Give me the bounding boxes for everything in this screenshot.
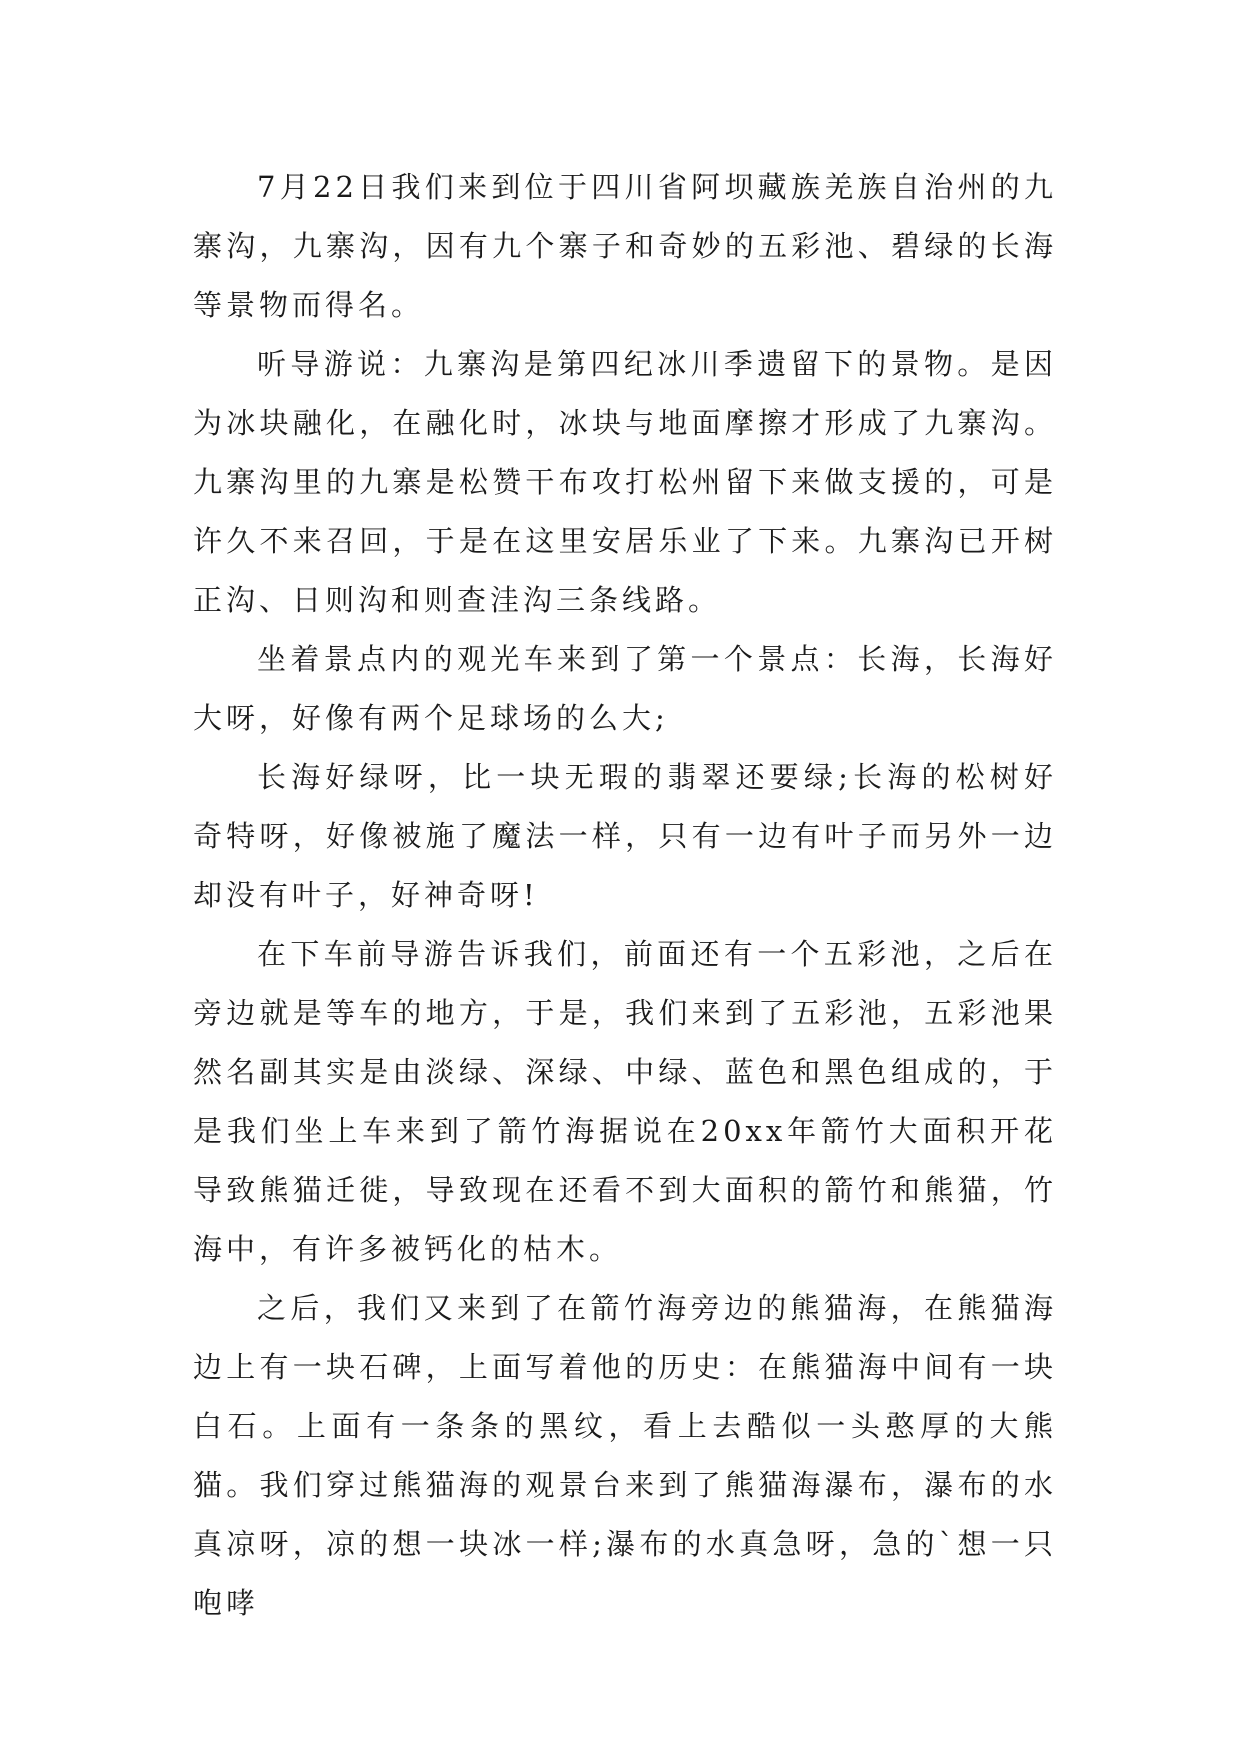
paragraph-1: 7月22日我们来到位于四川省阿坝藏族羌族自治州的九寨沟，九寨沟，因有九个寨子和奇妙的五彩池、碧绿的长海等景物而得名。 [193, 170, 1057, 322]
paragraph-4: 长海好绿呀，比一块无瑕的翡翠还要绿;长海的松树好奇特呀，好像被施了魔法一样，只有一边有叶子而另外一边却没有叶子，好神奇呀! [193, 760, 1057, 912]
paragraph-6: 之后，我们又来到了在箭竹海旁边的熊猫海，在熊猫海边上有一块石碑，上面写着他的历史：在熊猫海中间有一块白石。上面有一条条的黑纹，看上去酷似一头憨厚的大熊猫。我们穿过熊猫海的观景台来到了熊猫海瀑布，瀑布的水真凉呀，凉的想一块冰一样;瀑布的水真急呀，急的`想一只咆哮 [193, 1291, 1057, 1620]
article-body [193, 158, 1057, 1633]
paragraph-2: 听导游说：九寨沟是第四纪冰川季遗留下的景物。是因为冰块融化，在融化时，冰块与地面摩擦才形成了九寨沟。九寨沟里的九寨是松赞干布攻打松州留下来做支援的，可是许久不来召回，于是在这里安居乐业了下来。九寨沟已开树正沟、日则沟和则查洼沟三条线路。 [193, 347, 1057, 617]
paragraph-3: 坐着景点内的观光车来到了第一个景点：长海，长海好大呀，好像有两个足球场的么大; [193, 642, 1057, 735]
paragraph-5: 在下车前导游告诉我们，前面还有一个五彩池，之后在旁边就是等车的地方，于是，我们来到了五彩池，五彩池果然名副其实是由淡绿、深绿、中绿、蓝色和黑色组成的，于是我们坐上车来到了箭竹海据说在20xx年箭竹大面积开花导致熊猫迁徙，导致现在还看不到大面积的箭竹和熊猫，竹海中，有许多被钙化的枯木。 [193, 937, 1057, 1266]
